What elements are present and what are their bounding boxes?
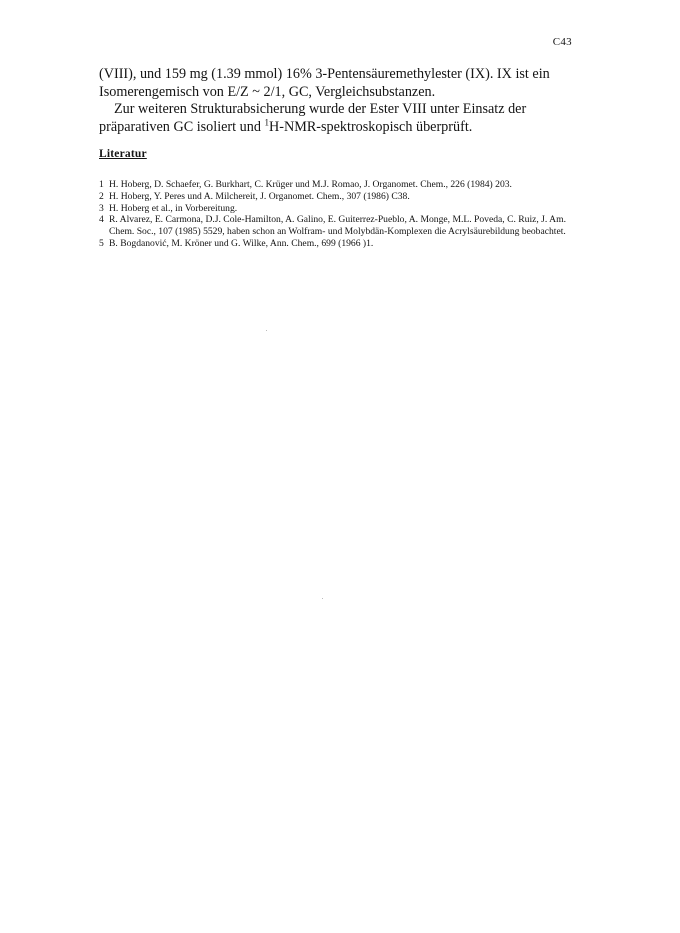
reference-number: 1 xyxy=(99,179,104,190)
body-text xyxy=(99,66,580,136)
paragraph-2 xyxy=(99,101,580,136)
reference-item xyxy=(99,214,581,238)
reference-text: H. Hoberg et al., in Vorbereitung. xyxy=(109,202,238,214)
reference-item xyxy=(99,203,581,215)
reference-text: R. Alvarez, E. Carmona, D.J. Cole-Hamilton, A. Galino, E. Guiterrez-Pueblo, A. Monge, M.L. Poveda, C. Ruiz, J. Am. Chem. Soc., 107 (1985) 5529, haben schon an Wolfram- und Molybdän-Komplexen die Acrylsäurebildung beobachtet. xyxy=(109,214,566,238)
reference-item xyxy=(99,179,581,191)
section-heading: Literatur xyxy=(99,148,147,160)
scan-speck xyxy=(322,598,323,599)
reference-number: 3 xyxy=(99,202,104,214)
paragraph-2-line-2-end: H-NMR-spektroskopisch überprüft. xyxy=(268,118,473,135)
page-number: C43 xyxy=(552,36,572,48)
paragraph-1 xyxy=(99,66,580,101)
paragraph-1-line-1: (VIII), und 159 mg (1.39 mmol) 16% 3-Pentensäuremethylester (IX). IX ist ein xyxy=(99,66,550,82)
reference-text: H. Hoberg, Y. Peres und A. Milchereit, J. Organomet. Chem., 307 (1986) C38. xyxy=(109,190,410,202)
paragraph-2-line-1: Zur weiteren Strukturabsicherung wurde der Ester VIII unter Einsatz der xyxy=(114,101,527,118)
reference-number: 4 xyxy=(99,214,104,226)
scan-speck xyxy=(266,330,267,331)
reference-item xyxy=(99,238,581,250)
superscript-one: 1 xyxy=(264,117,269,128)
reference-text: B. Bogdanović, M. Kröner und G. Wilke, Ann. Chem., 699 (1966 )1. xyxy=(109,237,374,249)
paragraph-1-line-2: Isomerengemisch von E/Z ~ 2/1, GC, Vergleichsubstanzen. xyxy=(99,83,436,100)
reference-list xyxy=(99,179,581,250)
reference-number: 2 xyxy=(99,190,104,202)
paragraph-2-line-2-start: präparativen GC isoliert und xyxy=(99,118,265,135)
reference-item xyxy=(99,191,581,203)
reference-number: 5 xyxy=(99,237,104,249)
reference-text: H. Hoberg, D. Schaefer, G. Burkhart, C. Krüger und M.J. Romao, J. Organomet. Chem., 226 (1984) 203. xyxy=(109,179,512,190)
